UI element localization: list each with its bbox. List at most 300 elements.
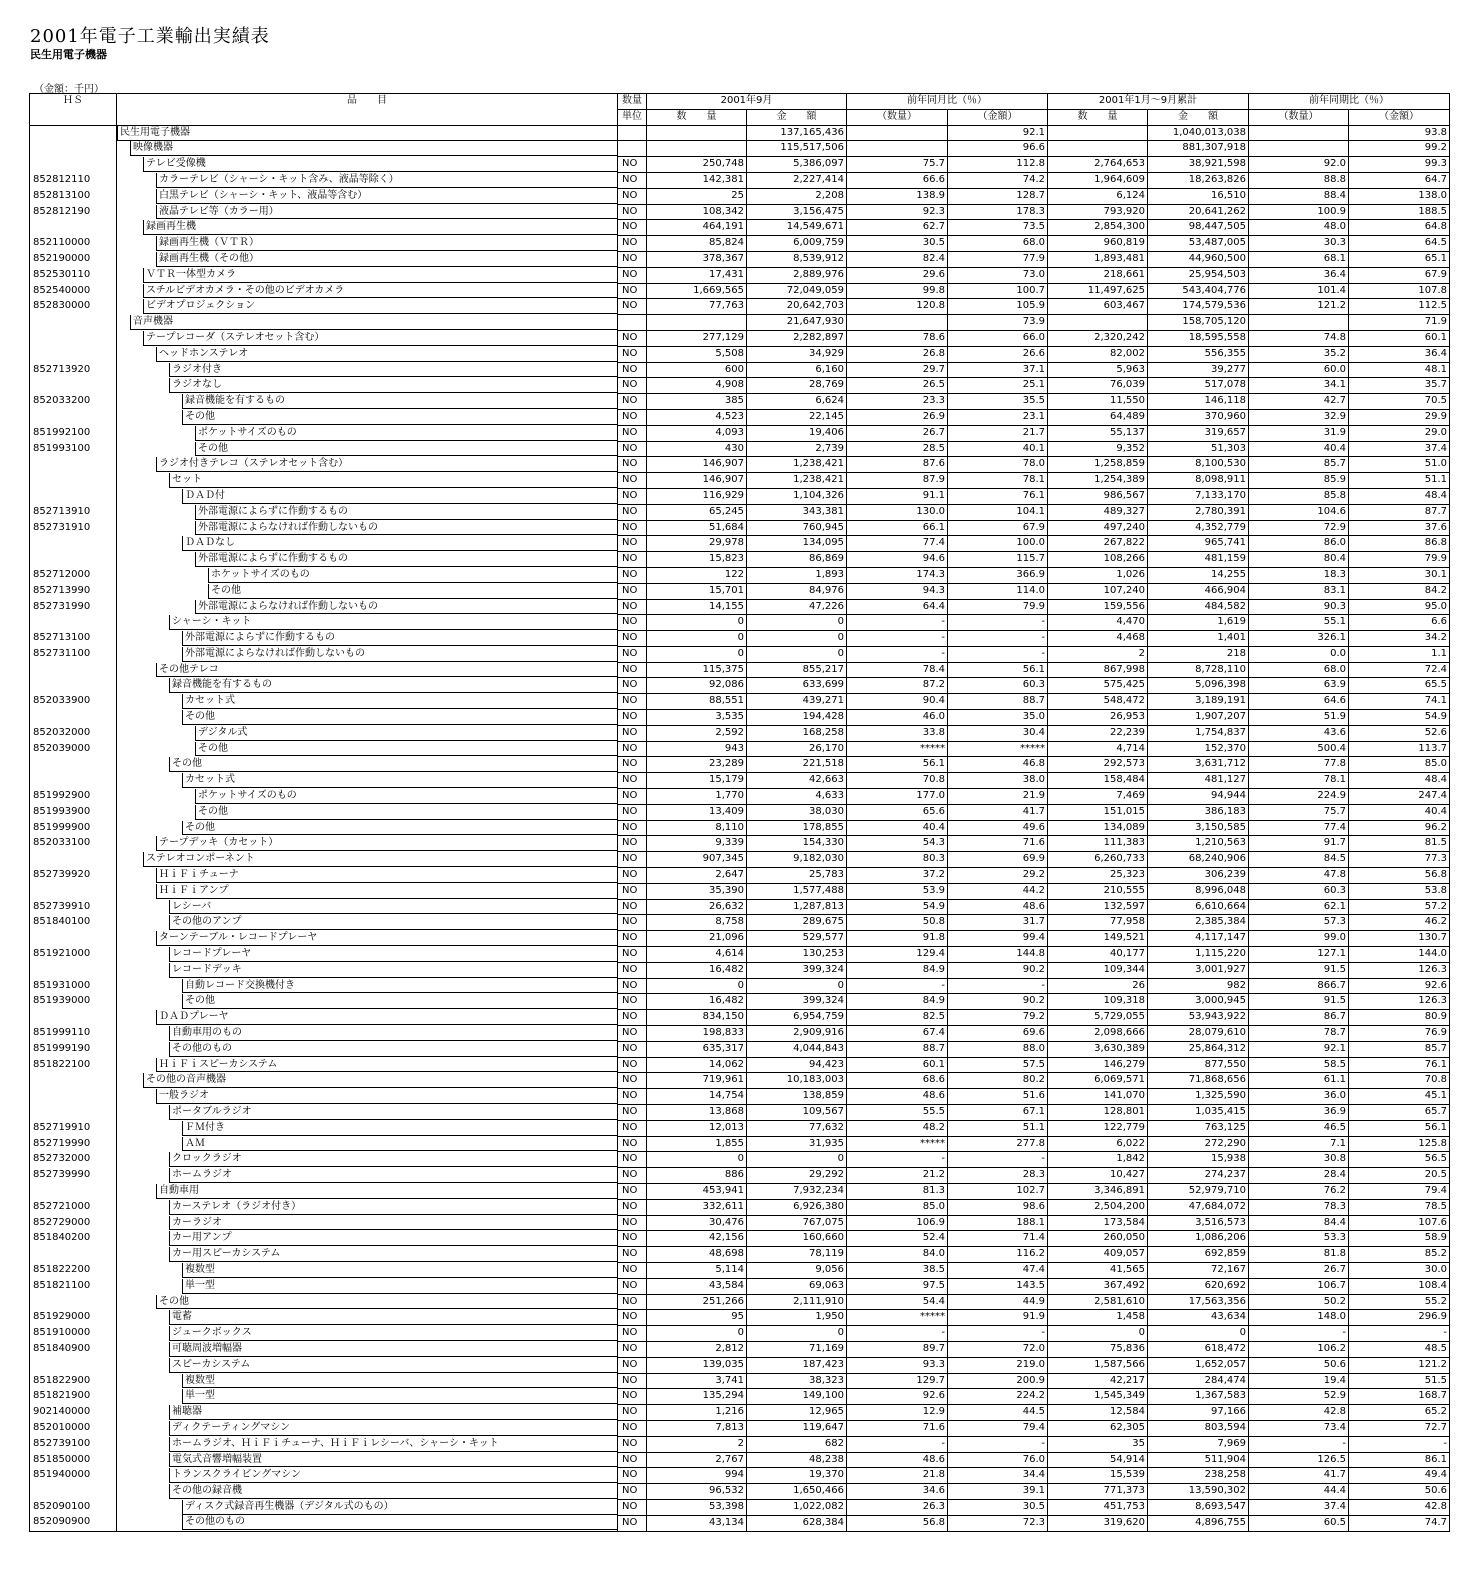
table-row [30, 1405, 1450, 1421]
hs-code: 852010000 [30, 1420, 117, 1436]
cum-qty: 4,468 [1048, 631, 1148, 647]
yoy-qty: 26.3 [847, 1499, 948, 1515]
cum-yoy-amount: 42.8 [1349, 1499, 1450, 1515]
cum-yoy-amount: 247.4 [1349, 789, 1450, 805]
month-qty [647, 315, 747, 331]
qty-unit: NO [618, 852, 647, 868]
yoy-amount: 104.1 [948, 504, 1048, 520]
cum-yoy-qty: 85.9 [1249, 473, 1349, 489]
cum-qty: 960,819 [1048, 236, 1148, 252]
cum-qty: 409,057 [1048, 1247, 1148, 1263]
month-amount: 94,423 [747, 1057, 847, 1073]
cum-yoy-qty: 500.4 [1249, 741, 1349, 757]
hs-code: 852721000 [30, 1199, 117, 1215]
cum-amount: 25,864,312 [1148, 1041, 1249, 1057]
qty-unit: NO [618, 962, 647, 978]
item-name: カーステレオ（ラジオ付き） [169, 1200, 617, 1215]
yoy-amount: 143.5 [948, 1278, 1048, 1294]
cum-amount: 1,115,220 [1148, 947, 1249, 963]
hs-code: 852039000 [30, 741, 117, 757]
cum-qty: 1,842 [1048, 1152, 1148, 1168]
yoy-amount: 69.9 [948, 852, 1048, 868]
table-row [30, 378, 1450, 394]
cum-amount: 319,657 [1148, 425, 1249, 441]
month-qty: 142,381 [647, 172, 747, 188]
cum-amount: 8,728,110 [1148, 662, 1249, 678]
yoy-qty: 64.4 [847, 599, 948, 615]
table-row [30, 947, 1450, 963]
month-amount: 529,577 [747, 931, 847, 947]
yoy-amount: 29.2 [948, 868, 1048, 884]
cum-yoy-qty: 35.2 [1249, 346, 1349, 362]
yoy-amount: 188.1 [948, 1215, 1048, 1231]
cum-amount: 4,352,779 [1148, 520, 1249, 536]
month-qty: 48,698 [647, 1247, 747, 1263]
yoy-qty: 174.3 [847, 567, 948, 583]
cum-yoy-qty: 91.5 [1249, 962, 1349, 978]
table-row [30, 1420, 1450, 1436]
cum-yoy-amount: 30.1 [1349, 567, 1450, 583]
hs-code [30, 1089, 117, 1105]
cum-yoy-amount: 95.0 [1349, 599, 1450, 615]
month-qty: 77,763 [647, 299, 747, 315]
cum-yoy-amount: 87.7 [1349, 504, 1450, 520]
cum-qty: 1,026 [1048, 567, 1148, 583]
yoy-qty: 52.4 [847, 1231, 948, 1247]
month-qty: 635,317 [647, 1041, 747, 1057]
cum-yoy-amount: 85.2 [1349, 1247, 1450, 1263]
yoy-amount: 51.1 [948, 1120, 1048, 1136]
qty-unit: NO [618, 1120, 647, 1136]
table-row [30, 1231, 1450, 1247]
month-amount: 19,406 [747, 425, 847, 441]
cum-amount: 7,133,170 [1148, 488, 1249, 504]
cum-qty: 2,320,242 [1048, 330, 1148, 346]
month-qty: 14,754 [647, 1089, 747, 1105]
hs-code: 852830000 [30, 299, 117, 315]
hs-code: 851840100 [30, 915, 117, 931]
month-amount: 48,238 [747, 1452, 847, 1468]
cum-yoy-amount: 70.8 [1349, 1073, 1450, 1089]
table-row [30, 425, 1450, 441]
cum-yoy-amount: 60.1 [1349, 330, 1450, 346]
cum-qty: 40,177 [1048, 947, 1148, 963]
cum-yoy-amount: 85.0 [1349, 757, 1450, 773]
item-name: その他の音声機器 [143, 1073, 617, 1088]
table-row [30, 236, 1450, 252]
qty-unit: NO [618, 220, 647, 236]
month-amount: 0 [747, 615, 847, 631]
qty-unit: NO [618, 299, 647, 315]
month-qty: 43,134 [647, 1515, 747, 1531]
cum-amount: 17,563,356 [1148, 1294, 1249, 1310]
cum-yoy-amount: 76.9 [1349, 1026, 1450, 1042]
hs-code: 852739990 [30, 1168, 117, 1184]
hs-code [30, 1294, 117, 1310]
cum-qty: 3,630,389 [1048, 1041, 1148, 1057]
qty-unit: NO [618, 1105, 647, 1121]
qty-unit: NO [618, 583, 647, 599]
header-month-amt: 金 額 [747, 109, 847, 125]
cum-qty: 1,964,609 [1048, 172, 1148, 188]
cum-amount: 18,263,826 [1148, 172, 1249, 188]
month-qty: 600 [647, 362, 747, 378]
hs-code: 851999190 [30, 1041, 117, 1057]
cum-amount: 146,118 [1148, 394, 1249, 410]
item-name: 自動車用のもの [169, 1026, 617, 1041]
month-amount: 38,323 [747, 1373, 847, 1389]
yoy-qty: 55.5 [847, 1105, 948, 1121]
table-row [30, 283, 1450, 299]
cum-qty: 1,458 [1048, 1310, 1148, 1326]
yoy-qty: 26.7 [847, 425, 948, 441]
month-qty: 3,535 [647, 710, 747, 726]
item-cell [117, 1515, 618, 1531]
cum-qty: 497,240 [1048, 520, 1148, 536]
item-name: 映像機器 [130, 141, 617, 156]
month-qty: 250,748 [647, 157, 747, 173]
yoy-amount: 34.4 [948, 1468, 1048, 1484]
month-qty: 2,767 [647, 1452, 747, 1468]
month-amount: 221,518 [747, 757, 847, 773]
month-qty: 5,114 [647, 1262, 747, 1278]
item-cell [117, 457, 618, 473]
cum-yoy-qty: 90.3 [1249, 599, 1349, 615]
item-cell [117, 915, 618, 931]
month-amount: 1,577,488 [747, 883, 847, 899]
yoy-qty: 48.2 [847, 1120, 948, 1136]
table-row [30, 1436, 1450, 1452]
cum-amount: 0 [1148, 1326, 1249, 1342]
item-cell [117, 1357, 618, 1373]
cum-yoy-amount: 48.4 [1349, 773, 1450, 789]
hs-code [30, 157, 117, 173]
table-row [30, 631, 1450, 647]
hs-code: 851999900 [30, 820, 117, 836]
item-name: 外部電源によらずに作動するもの [182, 631, 617, 646]
hs-code: 851992100 [30, 425, 117, 441]
hs-code [30, 409, 117, 425]
cum-amount: 1,401 [1148, 631, 1249, 647]
qty-unit: NO [618, 1326, 647, 1342]
hs-code: 851999110 [30, 1026, 117, 1042]
month-amount: 682 [747, 1436, 847, 1452]
qty-unit: NO [618, 978, 647, 994]
cum-qty: 35 [1048, 1436, 1148, 1452]
cum-amount: 4,117,147 [1148, 931, 1249, 947]
month-qty [647, 141, 747, 157]
item-cell [117, 283, 618, 299]
cum-qty: 25,323 [1048, 868, 1148, 884]
cum-amount: 3,001,927 [1148, 962, 1249, 978]
qty-unit: NO [618, 631, 647, 647]
cum-amount: 1,040,013,038 [1148, 125, 1249, 141]
cum-yoy-amount: 112.5 [1349, 299, 1450, 315]
month-qty: 16,482 [647, 962, 747, 978]
cum-amount: 517,078 [1148, 378, 1249, 394]
cum-amount: 8,693,547 [1148, 1499, 1249, 1515]
cum-yoy-amount: 86.1 [1349, 1452, 1450, 1468]
yoy-amount: 178.3 [948, 204, 1048, 220]
cum-yoy-qty: 43.6 [1249, 725, 1349, 741]
yoy-amount: 67.1 [948, 1105, 1048, 1121]
month-amount: 1,287,813 [747, 899, 847, 915]
month-amount: 0 [747, 1326, 847, 1342]
cum-qty: 7,469 [1048, 789, 1148, 805]
hs-code: 852812110 [30, 172, 117, 188]
yoy-qty [847, 125, 948, 141]
header-qty-unit-2: 単位 [618, 109, 647, 125]
month-qty: 1,216 [647, 1405, 747, 1421]
hs-code: 852033200 [30, 394, 117, 410]
qty-unit: NO [618, 1041, 647, 1057]
hs-code: 851840900 [30, 1341, 117, 1357]
item-name: ＡＭ [182, 1137, 617, 1152]
cum-yoy-amount: 36.4 [1349, 346, 1450, 362]
item-cell [117, 1247, 618, 1263]
yoy-amount: 49.6 [948, 820, 1048, 836]
month-amount: 2,282,897 [747, 330, 847, 346]
cum-qty: 4,470 [1048, 615, 1148, 631]
month-qty: 85,824 [647, 236, 747, 252]
item-cell [117, 251, 618, 267]
yoy-amount: 71.4 [948, 1231, 1048, 1247]
yoy-qty: 77.4 [847, 536, 948, 552]
yoy-amount: 100.0 [948, 536, 1048, 552]
yoy-qty: 70.8 [847, 773, 948, 789]
yoy-amount: 74.2 [948, 172, 1048, 188]
hs-code [30, 536, 117, 552]
month-qty: 4,908 [647, 378, 747, 394]
hs-code: 852812190 [30, 204, 117, 220]
qty-unit: NO [618, 488, 647, 504]
cum-yoy-qty: 72.9 [1249, 520, 1349, 536]
cum-yoy-qty: 92.0 [1249, 157, 1349, 173]
cum-yoy-amount: 48.5 [1349, 1341, 1450, 1357]
table-row [30, 457, 1450, 473]
item-cell [117, 646, 618, 662]
item-name: 複数型 [182, 1374, 617, 1389]
cum-qty: 11,497,625 [1048, 283, 1148, 299]
month-qty: 15,179 [647, 773, 747, 789]
cum-amount: 272,290 [1148, 1136, 1249, 1152]
table-row [30, 915, 1450, 931]
cum-yoy-amount: 99.3 [1349, 157, 1450, 173]
yoy-amount: 44.9 [948, 1294, 1048, 1310]
item-cell [117, 868, 618, 884]
month-qty: 430 [647, 441, 747, 457]
item-cell [117, 441, 618, 457]
month-qty [647, 125, 747, 141]
item-name: ＨｉＦｉチューナ [156, 868, 617, 883]
month-amount: 138,859 [747, 1089, 847, 1105]
hs-code [30, 883, 117, 899]
hs-code [30, 1247, 117, 1263]
cum-yoy-amount: 58.9 [1349, 1231, 1450, 1247]
yoy-amount: 40.1 [948, 441, 1048, 457]
item-cell [117, 172, 618, 188]
month-qty: 116,929 [647, 488, 747, 504]
item-cell [117, 1073, 618, 1089]
cum-yoy-amount: 67.9 [1349, 267, 1450, 283]
table-row [30, 868, 1450, 884]
table-row [30, 299, 1450, 315]
yoy-amount: 30.4 [948, 725, 1048, 741]
cum-yoy-amount: 65.1 [1349, 251, 1450, 267]
yoy-qty: 92.6 [847, 1389, 948, 1405]
month-amount: 2,889,976 [747, 267, 847, 283]
hs-code [30, 473, 117, 489]
item-cell [117, 1183, 618, 1199]
cum-amount: 386,183 [1148, 804, 1249, 820]
month-amount: 0 [747, 646, 847, 662]
table-row [30, 1499, 1450, 1515]
yoy-amount: 30.5 [948, 1499, 1048, 1515]
item-cell [117, 315, 618, 331]
month-amount: 154,330 [747, 836, 847, 852]
yoy-amount: 99.4 [948, 931, 1048, 947]
cum-yoy-qty: 57.3 [1249, 915, 1349, 931]
document-subtitle: 民生用電子機器 [30, 48, 107, 61]
qty-unit: NO [618, 1010, 647, 1026]
yoy-amount: 73.9 [948, 315, 1048, 331]
cum-yoy-qty: 30.3 [1249, 236, 1349, 252]
item-cell [117, 1420, 618, 1436]
qty-unit: NO [618, 741, 647, 757]
month-qty: 35,390 [647, 883, 747, 899]
cum-amount: 1,210,563 [1148, 836, 1249, 852]
cum-amount: 692,859 [1148, 1247, 1249, 1263]
month-amount: 399,324 [747, 962, 847, 978]
item-cell [117, 599, 618, 615]
cum-qty: 12,584 [1048, 1405, 1148, 1421]
table-row [30, 789, 1450, 805]
month-qty: 14,062 [647, 1057, 747, 1073]
item-name: 白黒テレビ（シャーシ・キット、液晶等含む） [156, 189, 617, 204]
qty-unit: NO [618, 868, 647, 884]
cum-yoy-qty: 83.1 [1249, 583, 1349, 599]
cum-yoy-amount: 96.2 [1349, 820, 1450, 836]
item-name: ホームラジオ、ＨｉＦｉチューナ、ＨｉＦｉレシーバ、シャーシ・キット [169, 1437, 617, 1452]
month-amount: 1,238,421 [747, 457, 847, 473]
qty-unit: NO [618, 236, 647, 252]
month-qty: 0 [647, 615, 747, 631]
hs-code: 852090900 [30, 1515, 117, 1531]
month-qty: 453,941 [647, 1183, 747, 1199]
item-name: 可聴周波増幅器 [169, 1342, 617, 1357]
month-qty: 464,191 [647, 220, 747, 236]
yoy-qty: 50.8 [847, 915, 948, 931]
yoy-qty: 66.1 [847, 520, 948, 536]
item-cell [117, 883, 618, 899]
cum-amount: 18,595,558 [1148, 330, 1249, 346]
yoy-qty: 29.6 [847, 267, 948, 283]
cum-yoy-amount: 79.4 [1349, 1183, 1450, 1199]
yoy-qty: 56.8 [847, 1515, 948, 1531]
table-row [30, 583, 1450, 599]
table-row [30, 520, 1450, 536]
cum-yoy-qty: 224.9 [1249, 789, 1349, 805]
cum-yoy-amount: 51.0 [1349, 457, 1450, 473]
table-row [30, 188, 1450, 204]
cum-amount: 481,127 [1148, 773, 1249, 789]
month-qty: 2,592 [647, 725, 747, 741]
item-cell [117, 1105, 618, 1121]
cum-yoy-qty: 106.7 [1249, 1278, 1349, 1294]
item-name: 外部電源によらずに作動するもの [195, 552, 617, 567]
month-amount: 9,182,030 [747, 852, 847, 868]
item-name: 外部電源によらずに作動するもの [195, 505, 617, 520]
item-name: その他のもの [182, 1515, 617, 1530]
qty-unit: NO [618, 346, 647, 362]
table-row [30, 536, 1450, 552]
cum-yoy-qty: 55.1 [1249, 615, 1349, 631]
cum-qty: 3,346,891 [1048, 1183, 1148, 1199]
month-amount: 2,909,916 [747, 1026, 847, 1042]
item-name: その他テレコ [156, 663, 617, 678]
yoy-qty: 65.6 [847, 804, 948, 820]
month-amount: 47,226 [747, 599, 847, 615]
cum-qty: 1,545,349 [1048, 1389, 1148, 1405]
item-name: 録画再生機（その他） [156, 252, 617, 267]
item-cell [117, 1436, 618, 1452]
yoy-qty: 90.4 [847, 694, 948, 710]
yoy-qty: 84.9 [847, 994, 948, 1010]
cum-amount: 98,447,505 [1148, 220, 1249, 236]
item-name: テープレコーダ（ステレオセット含む） [143, 331, 617, 346]
item-name: ホームラジオ [169, 1168, 617, 1183]
yoy-qty [847, 141, 948, 157]
month-amount: 289,675 [747, 915, 847, 931]
month-amount: 19,370 [747, 1468, 847, 1484]
yoy-qty: 28.5 [847, 441, 948, 457]
cum-yoy-qty: 74.8 [1249, 330, 1349, 346]
item-cell [117, 978, 618, 994]
month-amount: 78,119 [747, 1247, 847, 1263]
hs-code: 852729000 [30, 1215, 117, 1231]
cum-yoy-qty: 86.7 [1249, 1010, 1349, 1026]
cum-amount: 481,159 [1148, 552, 1249, 568]
month-qty: 0 [647, 978, 747, 994]
month-amount: 10,183,003 [747, 1073, 847, 1089]
qty-unit: NO [618, 157, 647, 173]
cum-amount: 238,258 [1148, 1468, 1249, 1484]
cum-yoy-qty: 28.4 [1249, 1168, 1349, 1184]
header-cum-yoy: 前年同期比（％） [1249, 94, 1450, 110]
month-amount: 115,517,506 [747, 141, 847, 157]
header-cum-yoy-amt: （金額） [1349, 109, 1450, 125]
yoy-amount: 44.5 [948, 1405, 1048, 1421]
yoy-qty: 54.4 [847, 1294, 948, 1310]
item-cell [117, 1026, 618, 1042]
table-row [30, 1452, 1450, 1468]
month-amount: 9,056 [747, 1262, 847, 1278]
yoy-amount: 71.6 [948, 836, 1048, 852]
qty-unit: NO [618, 1357, 647, 1373]
cum-yoy-amount: 56.5 [1349, 1152, 1450, 1168]
month-qty: 251,266 [647, 1294, 747, 1310]
cum-yoy-qty: 31.9 [1249, 425, 1349, 441]
qty-unit: NO [618, 1057, 647, 1073]
cum-qty: 6,069,571 [1048, 1073, 1148, 1089]
cum-yoy-amount: 64.8 [1349, 220, 1450, 236]
table-row [30, 804, 1450, 820]
item-name: ラジオなし [169, 378, 617, 393]
cum-amount: 28,079,610 [1148, 1026, 1249, 1042]
yoy-qty: 82.5 [847, 1010, 948, 1026]
month-qty: 0 [647, 1152, 747, 1168]
item-name: ヘッドホンステレオ [156, 347, 617, 362]
